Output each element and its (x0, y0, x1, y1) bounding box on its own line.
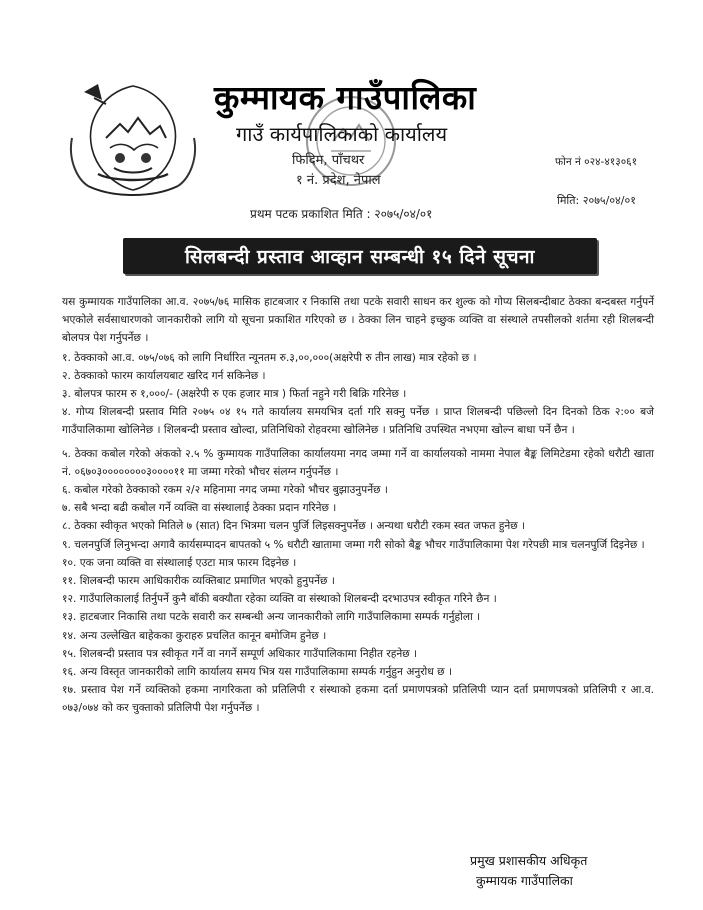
notice-item-4: ४. गोप्य शिलबन्दी प्रस्ताव मिति २०७५ ०४ १५ गते कार्यालय समयभित्र दर्ता गरि सक्नु पर्नेछ । प्राप्त शिलबन्दी पछिल्लो दिन दिनको ठिक २:०० बजे गाउँपालिकामा खोलिनेछ । शिलबन्दी प्रस्ताव खोल्दा, प्रतिनिधिको रोहवरमा खोलिनेछ । प्रतिनिधि उपस्थित नभएमा खोल्न बाधा पर्ने छैन । (62, 406, 654, 437)
notice-item-10: १०. एक जना व्यक्ति वा संस्थालाई एउटा मात्र फारम दिइनेछ । (62, 556, 297, 569)
phone-number: फोन नं ०२४-४१३०६१ (555, 156, 638, 168)
address-line-2: १ नं. प्रदेश, नेपाल (296, 173, 381, 188)
first-published-date: प्रथम पटक प्रकाशित मिति : २०७५/०४/०१ (250, 207, 433, 221)
notice-body (62, 293, 654, 718)
notice-item-16: १६. अन्य विस्तृत जानकारीको लागि कार्यालय समय भित्र यस गाउँपालिकामा सम्पर्क गर्नुहुन अनुरोध छ । (62, 666, 452, 679)
notice-item-9: ९. चलनपुर्जि लिनुभन्दा अगावै कार्यसम्पादन बापतको ५ % धरौटी खातामा जम्मा गरी सोको बैङ्क भौचर गाउँपालिकामा पेश गरेपछी मात्र चलनपुर्जि दिइनेछ । (62, 538, 645, 551)
notice-item-14: १४. अन्य उल्लेखित बाहेकका कुराहरु प्रचलित कानून बमोजिम हुनेछ । (62, 629, 327, 642)
letter-date: मिति: २०७५/०४/०१ (557, 194, 636, 207)
notice-heading: सिलबन्दी प्रस्ताव आव्हान सम्बन्धी १५ दिने सूचना (185, 246, 535, 268)
notice-item-1: १. ठेक्काको आ.व. ०७५/०७६ को लागि निर्धारित न्यूनतम रु.३,००,०००(अक्षरेपी रु तीन लाख) मात्र रहेको छ । (62, 351, 477, 364)
org-name: कुम्मायक गाउँपालिका (214, 78, 477, 117)
notice-item-6: ६. कबोल गरेको ठेक्काको रकम २/२ महिनामा नगद जम्मा गरेको भौचर बुझाउनुपर्नेछ । (62, 484, 388, 497)
notice-item-11: ११. शिलबन्दी फारम आधिकारीक व्यक्तिबाट प्रमाणित भएको हुनुपर्नेछ । (62, 575, 335, 588)
notice-item-12: १२. गाउँपालिकालाई तिर्नुपर्ने कुनै बाँकी बक्यौता रहेका व्यक्ति वा संस्थाको शिलबन्दी दरभाउपत्र स्वीकृत गरिने छैन । (62, 593, 497, 606)
signatory-title: प्रमुख प्रशासकीय अधिकृत (470, 853, 588, 868)
nepal-emblem-icon (58, 78, 208, 208)
notice-item-2: २. ठेक्काको फारम कार्यालयबाट खरिद गर्न सकिनेछ । (62, 369, 266, 382)
notice-item-5: ५. ठेक्का कबोल गरेको अंकको २.५ % कुम्मायक गाउँपालिका कार्यालयमा नगद जम्मा गर्ने वा कार्यालयको नाममा नेपाल बैङ्क लिमिटेडमा रहेको धरौटी खाता नं. ०६७०३००००००००३००००११ मा जम्मा गरेको भौचर संलग्न गर्नुपर्नेछ । (62, 447, 654, 478)
address-line-1: फिदिम, पाँचथर (292, 153, 365, 168)
notice-item-7: ७. सबै भन्दा बढी कबोल गर्ने व्यक्ति वा संस्थालाई ठेक्का प्रदान गरिनेछ । (62, 502, 337, 515)
notice-item-17: १७. प्रस्ताव पेश गर्ने व्यक्तिको हकमा नागरिकता को प्रतिलिपी र संस्थाको हकमा दर्ता प्रमाणपत्रको प्रतिलिपी प्यान दर्ता प्रमाणपत्रको प्रतिलिपी र आ.व. ०७३/०७४ को कर चुक्ताको प्रतिलिपी पेश गर्नुपर्नेछ । (62, 684, 654, 715)
notice-item-13: १३. हाटबजार निकासि तथा पटके सवारी कर सम्बन्धी अन्य जानकारीको लागि गाउँपालिकामा सम्पर्क गर्नुहोला । (62, 611, 481, 624)
notice-heading-banner (123, 238, 597, 274)
signatory-org: कुम्मायक गाउँपालिका (476, 873, 573, 888)
notice-item-15: १५. शिलबन्दी प्रस्ताव पत्र स्वीकृत गर्ने वा नगर्ने सम्पूर्ण अधिकार गाउँपालिकामा निहीत रहनेछ । (62, 647, 418, 660)
office-name: गाउँ कार्यपालिकाको कार्यालय (236, 122, 448, 146)
notice-item-3: ३. बोलपत्र फारम रु १,०००/- (अक्षरेपी रु एक हजार मात्र ) फिर्ता नहुने गरी बिक्रि गरिनेछ । (62, 388, 407, 401)
notice-intro: यस कुम्मायक गाउँपालिका आ.व. २०७५/७६ मासिक हाटबजार र निकासि तथा पटके सवारी साधन कर शुल्क को गोप्य सिलबन्दीबाट ठेक्का बन्दबस्त गर्नुपर्ने भएकोले सर्वसाधारणको जानकारीको लागि यो सूचना प्रकाशित गरिएको छ । ठेक्का लिन चाहने इच्छुक व्यक्ति वा संस्थाले तपसीलको शर्तमा रही शिलबन्दी बोलपत्र पेश गर्नुपर्नेछ । (62, 296, 654, 345)
notice-item-8: ८. ठेक्का स्वीकृत भएको मितिले ७ (सात) दिन भित्रमा चलन पुर्जि लिइसक्नुपर्नेछ । अन्यथा धरौटी रकम स्वत जफत हुनेछ । (62, 520, 526, 533)
